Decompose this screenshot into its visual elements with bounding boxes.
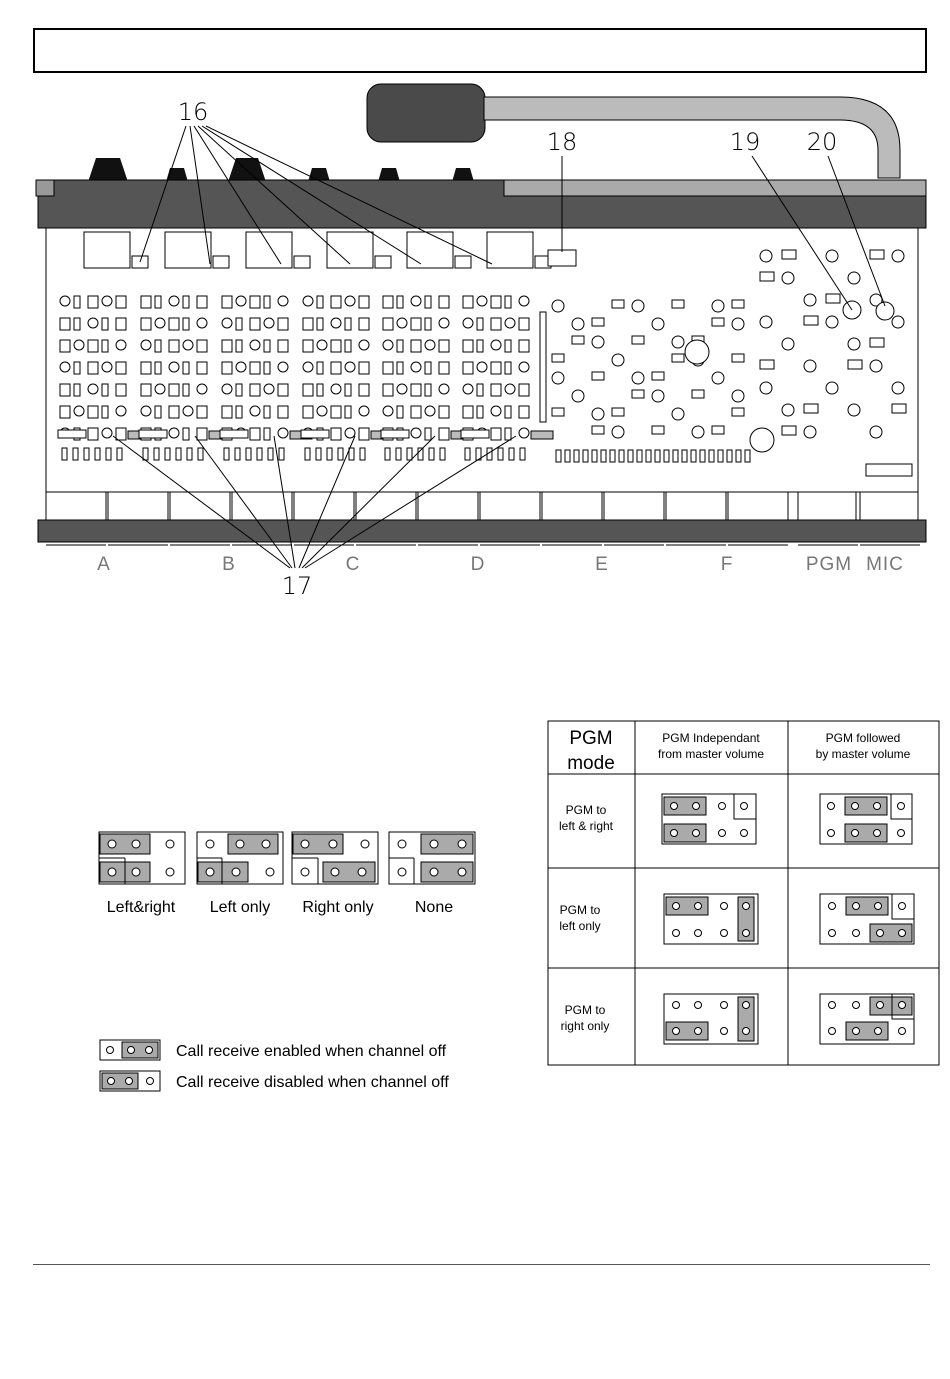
button-row — [46, 492, 918, 520]
call-receive-disabled-jumper — [100, 1071, 160, 1091]
channel-button — [418, 492, 478, 520]
table-jumper-r1c1 — [662, 794, 756, 844]
table-header-col1-line1: PGM Independant — [662, 731, 760, 745]
table-row1-line2: left & right — [558, 819, 614, 833]
table-header-mode-line1: PGM — [569, 728, 613, 749]
table-row2-line1: PGM to — [559, 903, 601, 917]
channel-label-b: B — [222, 554, 236, 575]
table-row2-line2: left only — [559, 919, 601, 933]
channel-label-mic: MIC — [866, 554, 904, 575]
top-strip — [504, 180, 926, 196]
caption-none: None — [414, 899, 454, 916]
caption-right-only: Right only — [302, 899, 374, 916]
callout-19: 19 — [729, 128, 761, 156]
table-jumper-r2c2 — [820, 894, 914, 944]
table-header-col1-line2: from master volume — [657, 747, 765, 761]
channel-button — [170, 492, 230, 520]
call-receive-enabled-jumper — [100, 1040, 160, 1060]
channel-button — [294, 492, 354, 520]
channel-button — [798, 492, 856, 520]
pgm-routing-none — [389, 832, 475, 884]
table-header-col2-line2: by master volume — [815, 747, 911, 761]
table-jumper-r1c2 — [820, 794, 912, 844]
caption-left-only: Left only — [209, 899, 271, 916]
channel-label-f: F — [720, 554, 734, 575]
pgm-routing-right-only — [292, 832, 378, 884]
table-row1-line1: PGM to — [565, 803, 607, 817]
pgm-routing-left-right — [99, 832, 185, 884]
channel-button — [480, 492, 540, 520]
knobs — [88, 158, 474, 182]
channel-label-d: D — [470, 554, 486, 575]
bottom-panel — [38, 520, 926, 542]
callout-20: 20 — [806, 128, 838, 156]
channel-button — [108, 492, 168, 520]
table-jumper-r3c1 — [664, 994, 758, 1044]
table-header-col2-line1: PGM followed — [825, 731, 901, 745]
table-jumper-r2c1 — [664, 894, 758, 944]
channel-label-e: E — [595, 554, 609, 575]
channel-button — [46, 492, 106, 520]
channel-button — [666, 492, 726, 520]
callout-17: 17 — [281, 572, 313, 600]
table-row3-line1: PGM to — [564, 1003, 606, 1017]
pgm-routing-left-only — [197, 832, 283, 884]
channel-button — [542, 492, 602, 520]
channel-label-pgm: PGM — [805, 554, 853, 575]
table-header-mode-line2: mode — [567, 753, 615, 774]
callout-18: 18 — [546, 128, 578, 156]
table-row3-line2: right only — [560, 1019, 610, 1033]
mic-handle — [367, 84, 485, 142]
channel-label-c: C — [345, 554, 361, 575]
table-jumper-r3c2 — [820, 994, 914, 1044]
channel-button — [728, 492, 788, 520]
channel-button — [604, 492, 664, 520]
channel-button — [860, 492, 918, 520]
channel-button — [232, 492, 292, 520]
callout-16: 16 — [177, 98, 209, 126]
footer-rule — [33, 1264, 930, 1265]
call-receive-disabled-label: Call receive disabled when channel off — [176, 1074, 449, 1091]
caption-left-right: Left&right — [106, 899, 176, 916]
channel-label-a: A — [97, 554, 111, 575]
call-receive-enabled-label: Call receive enabled when channel off — [176, 1043, 447, 1060]
